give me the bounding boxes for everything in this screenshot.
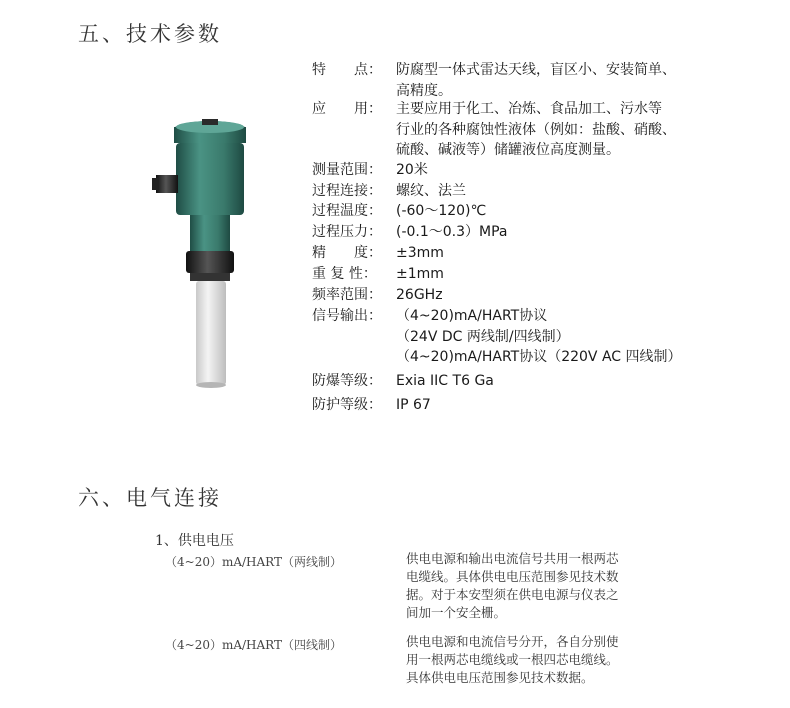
spec-value [396,306,686,368]
spec-value [396,243,686,264]
two-wire-description [406,550,656,622]
description-line: 供电电源和输出电流信号共用一根两芯 [406,551,619,566]
spec-value-line: 硫酸、碱液等）储罐液位高度测量。 [396,142,620,158]
spec-value-line: （4~20)mA/HART协议 [396,308,548,324]
spec-value [396,160,686,181]
spec-value-line: Exia IIC T6 Ga [396,373,494,389]
spec-label: 频率范围： [312,287,382,303]
description-line: 间加一个安全栅。 [406,605,507,620]
spec-value [396,201,686,222]
spec-label: 测量范围： [312,162,382,178]
description-line: 据。对于本安型须在供电电源与仪表之 [406,587,619,602]
spec-value-line: 螺纹、法兰 [396,183,466,199]
description-line: 用一根两芯电缆线或一根四芯电缆线。 [406,652,619,667]
spec-value-line: 高精度。 [396,82,452,99]
section-5-heading: 五、技术参数 [78,22,222,46]
spec-value [396,264,686,285]
spec-value [396,99,686,161]
description-line: 具体供电电压范围参见技术数据。 [406,670,594,685]
spec-value [396,371,686,392]
spec-label: 过程压力： [312,224,382,240]
description-line: 供电电源和电流信号分开，各自分别使 [406,634,619,649]
spec-value-line: （24V DC 两线制/四线制） [396,328,570,345]
power-supply-subheading: 1、供电电压 [155,533,234,549]
two-wire-label: （4~20）mA/HART（两线制） [165,555,343,569]
spec-value [396,181,686,202]
spec-value-line: ±1mm [396,266,444,282]
spec-label: 防爆等级： [312,373,382,389]
radar-level-transmitter-image [150,115,270,395]
spec-label: 特 点： [312,62,382,78]
spec-label: 过程温度： [312,203,382,219]
spec-value [396,222,686,243]
spec-label: 过程连接： [312,183,382,199]
spec-value-line: (-60～120)℃ [396,203,487,219]
spec-label: 应 用： [312,101,382,117]
spec-value [396,285,686,306]
spec-value-line: ±3mm [396,245,444,261]
spec-value-line: 主要应用于化工、冶炼、食品加工、污水等 [396,101,662,117]
spec-value-line: IP 67 [396,397,431,413]
spec-label: 重 复 性： [312,266,377,282]
spec-value-line: 20米 [396,162,428,178]
spec-label: 精 度： [312,245,382,261]
spec-value-line: （4~20)mA/HART协议（220V AC 四线制） [396,349,682,365]
spec-value-line: (-0.1～0.3）MPa [396,224,508,240]
spec-value-line: 行业的各种腐蚀性液体（例如：盐酸、硝酸、 [396,121,676,138]
spec-label: 信号输出： [312,308,382,324]
spec-label: 防护等级： [312,397,382,413]
spec-value [396,395,686,416]
spec-value-line: 防腐型一体式雷达天线，盲区小、安装简单、 [396,62,676,78]
spec-value [396,60,686,101]
four-wire-description [406,633,656,687]
section-6-heading: 六、电气连接 [78,486,222,510]
four-wire-label: （4~20）mA/HART（四线制） [165,638,343,652]
description-line: 电缆线。具体供电电压范围参见技术数 [406,569,619,584]
spec-value-line: 26GHz [396,287,443,303]
